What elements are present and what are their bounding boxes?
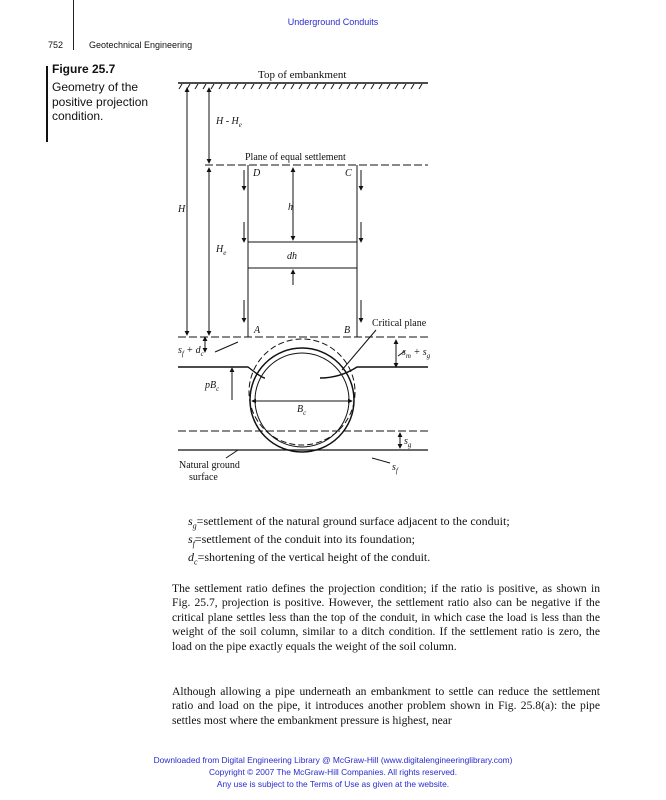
header-rule	[73, 0, 74, 50]
label-natural-1: Natural ground	[179, 460, 240, 471]
figure-caption: Geometry of the positive projection condition.	[52, 80, 149, 123]
label-natural-2: surface	[189, 472, 218, 483]
label-sf-dc: $s_f + d_c$	[178, 345, 204, 358]
book-title: Geotechnical Engineering	[89, 40, 193, 50]
label-bc: $B_c$	[297, 404, 307, 417]
footer-terms-link[interactable]: Any use is subject to the Terms of Use as given at the website.	[216, 779, 450, 790]
label-critical: Critical plane	[372, 318, 427, 329]
paragraph-allowing-pipe: Although allowing a pipe underneath an embankment to settle can reduce the settlement ratio and load on the pipe, it introduces another problem shown in Fig. 25.8(a): the pipe settles most where the embankment pressure is highest, near	[172, 685, 600, 727]
legend-sg: $s_g=settlement$ of the natural ground surface adjacent to the conduit;	[188, 514, 510, 531]
label-h-minus-he: H - $H_e$	[216, 116, 242, 129]
sf-leader	[372, 458, 390, 463]
embankment-hatch	[179, 84, 422, 89]
label-h-lower: h	[288, 202, 293, 213]
conduit-settled	[250, 348, 354, 452]
page-number: 752	[48, 40, 64, 50]
label-pbc: $pB_c$	[205, 380, 220, 393]
figure-diagram	[160, 60, 440, 490]
label-plane-equal: Plane of equal settlement	[245, 152, 346, 163]
conduit-inner	[255, 353, 349, 447]
label-c: C	[345, 168, 352, 179]
figure-label: Figure 25.7	[52, 62, 116, 76]
label-sm-sg: $s_m + s_g$	[402, 347, 431, 360]
label-d: D	[253, 168, 261, 179]
label-h-upper: H	[178, 204, 186, 215]
label-b: B	[344, 325, 351, 336]
label-top-embankment: Top of embankment	[258, 69, 347, 81]
caption-bar	[46, 66, 48, 142]
running-head: Underground Conduits	[287, 17, 379, 27]
label-a: A	[254, 325, 261, 336]
label-dh: dh	[287, 251, 297, 262]
paragraph-settlement-ratio: The settlement ratio defines the projection condition; if the ratio is positive, as shown in Fig. 25.7, projection is positive. However, the settlement ratio also can be negative if the critical plane settles less than the top of the conduit, in which case the load is less than the weight of the soil column, similar to a ditch condition. If the settlement ratio is zero, the load on the pipe exactly equals the weight of the soil column.	[172, 582, 600, 653]
natural-leader	[226, 450, 238, 458]
footer-copyright: Copyright © 2007 The McGraw-Hill Companies. All rights reserved.	[208, 767, 458, 778]
label-sf: $s_f$	[392, 462, 398, 475]
critical-leader	[342, 330, 376, 370]
label-sg: $s_g$	[404, 436, 412, 449]
settled-ground	[178, 367, 428, 378]
legend-sf: $s_f=settlement$ of the conduit into its foundation;	[188, 532, 415, 549]
label-he: $H_e$	[216, 244, 227, 257]
legend-dc: $d_c=shortening$ of the vertical height of the conduit.	[188, 550, 431, 567]
footer-download-link[interactable]: Downloaded from Digital Engineering Library @ McGraw-Hill (www.digitalengineeringlibrary.com)	[153, 755, 513, 765]
footer	[0, 754, 666, 791]
sf-dc-leader	[215, 342, 238, 352]
